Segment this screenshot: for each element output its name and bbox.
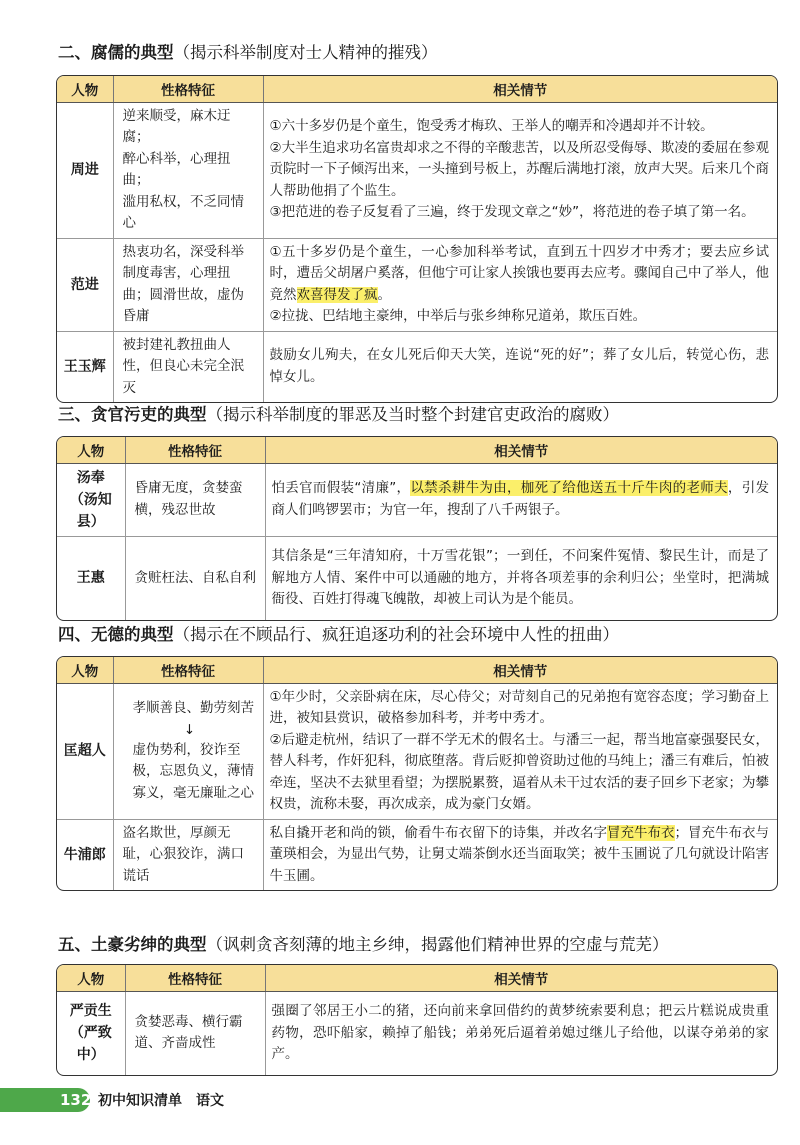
highlighted-text: 冒充牛布衣 [607,824,675,841]
table-row [57,536,777,620]
table-row [57,331,777,402]
section-heading: 三、贪官污吏的典型 [58,405,207,424]
trait-cell: 盗名欺世，厚颜无耻，心狠狡诈，满口谎话 [113,819,263,890]
section-subheading: （讽刺贪吝刻薄的地主乡绅，揭露他们精神世界的空虚与荒芜） [206,935,669,954]
table-section-3 [56,436,778,621]
page-footer [0,1088,224,1112]
plot-cell [263,331,777,402]
header-trait: 性格特征 [113,657,263,683]
header-trait: 性格特征 [125,437,265,463]
table-row [57,463,777,536]
person-name: 匡超人 [57,683,113,819]
section-subheading: （揭示科举制度对士人精神的摧残） [173,43,438,62]
section-title-5 [58,932,669,958]
section-heading: 二、腐儒的典型 [58,43,174,62]
plot-cell [265,536,777,620]
plot-paragraph: ②拉拢、巴结地主豪绅，中举后与张乡绅称兄道弟，欺压百姓。 [269,308,647,324]
header-trait: 性格特征 [125,965,265,991]
plot-cell [263,819,777,890]
header-trait: 性格特征 [113,76,263,102]
trait-cell: 热衷功名，深受科举制度毒害，心理扭曲；圆滑世故，虚伪昏庸 [113,238,263,331]
plot-paragraph: ①六十多岁仍是个童生，饱受秀才梅玖、王举人的嘲弄和冷遇却并不计较。 [269,118,714,135]
person-alias: （汤知县） [69,491,112,530]
table-row [57,238,777,331]
section-title-4 [58,622,619,648]
subject-label: 语文 [196,1093,224,1109]
trait-line: 虚伪势利，狡诈至极，忘恩负义，薄情寡义，毫无廉耻之心 [132,741,254,801]
section-title-2 [58,40,438,66]
book-title: 初中知识清单 [98,1093,182,1109]
trait-cell: 被封建礼教扭曲人性，但良心未完全泯灭 [113,331,263,402]
plot-paragraph: 鼓励女儿殉夫，在女儿死后仰天大笑，连说“死的好”；葬了女儿后，转觉心伤，悲悼女儿。 [269,347,769,385]
table-row [57,819,777,890]
person-name: 范进 [57,238,113,331]
highlighted-text: 欢喜得发了疯 [296,286,378,303]
person-name: 王惠 [57,536,125,620]
person-name: 牛浦郎 [57,819,113,890]
section-heading: 四、无德的典型 [58,625,174,644]
person-name [57,463,125,536]
plot-paragraph [270,823,770,888]
person-name: 周进 [57,102,113,238]
section-subheading: （揭示科举制度的罪恶及当时整个封建官吏政治的腐败） [206,405,619,424]
plot-cell [265,991,777,1075]
arrow-down-icon: ↓ [183,721,196,738]
section-title-3 [58,402,619,428]
plot-text: ，引发商人们鸣锣罢市；为官一年，搜刮了八千两银子。 [271,480,770,518]
trait-cell [113,683,263,819]
plot-cell [263,102,777,238]
plot-paragraph [270,242,770,307]
trait-line: 醉心科举，心理扭曲； [122,150,231,188]
plot-cell [263,238,777,331]
table-row [57,991,777,1075]
plot-text: 私自撬开老和尚的锁，偷看牛布衣留下的诗集，并改名字 [269,824,607,841]
person-alias: （严致中） [69,1025,112,1064]
person-name-line: 汤奉 [76,469,105,486]
trait-cell: 贪婪恶毒、横行霸道、齐啬成性 [125,991,265,1075]
table-section-5 [56,964,778,1076]
plot-paragraph [272,478,770,521]
table-row [57,102,777,238]
plot-paragraph: ②大半生追求功名富贵却求之不得的辛酸悲苦，以及所忍受侮辱、欺凌的委屈在参观贡院时一下子倾泻出来，一头撞到号板上，苏醒后满地打滚，放声大哭。后来几个商人帮助他捐了个监生。 [269,139,769,199]
plot-paragraph: ①年少时，父亲卧病在床，尽心侍父；对苛刻自己的兄弟抱有宽容态度；学习勤奋上进，被知县赏识，破格参加科考，并考中秀才。 [269,688,769,726]
trait-cell: 昏庸无度，贪婪蛮横，残忍世故 [125,463,265,536]
header-person: 人物 [57,437,125,463]
header-person: 人物 [57,965,125,991]
table-section-4 [56,656,778,891]
trait-line: 孝顺善良、勤劳刻苦 [132,700,254,716]
person-name [57,991,125,1075]
trait-cell: 贪赃枉法、自私自利 [125,536,265,620]
person-name: 王玉辉 [57,331,113,402]
person-name-line: 严贡生 [69,1003,112,1020]
highlighted-text: 以禁杀耕牛为由，枷死了给他送五十斤牛肉的老师夫 [410,480,728,496]
header-person: 人物 [57,76,113,102]
page-number: 132 [0,1088,90,1112]
header-plot: 相关情节 [263,657,777,683]
table-section-2 [56,75,778,403]
header-plot: 相关情节 [265,965,777,991]
plot-paragraph: 强圈了邻居王小二的猪，还向前来拿回借约的黄梦统索要利息；把云片糕说成贵重药物，恐吓船家，赖掉了船钱；弟弟死后逼着弟媳过继儿子给他，以谋夺弟弟的家产。 [271,1003,769,1062]
trait-line: 逆来顺受，麻木迂腐； [122,107,231,145]
plot-cell [263,683,777,819]
plot-text: ；冒充牛布衣与董瑛相会，为显出气势，让舅丈端茶倒水还当面取笑；被牛玉圃说了几句就设计陷害牛玉圃。 [269,824,769,884]
section-subheading: （揭示在不顾品行、疯狂追逐功利的社会环境中人性的扭曲） [173,625,619,644]
header-plot: 相关情节 [263,76,777,102]
table-row [57,683,777,819]
header-plot: 相关情节 [265,437,777,463]
plot-text: 。 [377,286,391,303]
trait-line: 滥用私权，不乏同情心 [122,193,244,231]
plot-paragraph: ③把范进的卷子反复看了三遍，终于发现文章之“妙”，将范进的卷子填了第一名。 [269,204,755,221]
plot-paragraph: 其信条是“三年清知府，十万雪花银”；一到任，不问案件冤情、黎民生计，而是了解地方人情、案件中可以通融的地方，并将各项差事的余利归公；坐堂时，把满城衙役、百姓打得魂飞魄散，却被上司认为是个能员。 [271,548,769,607]
plot-text: ①五十多岁仍是个童生，一心参加科举考试，直到五十四岁才中秀才；要去应乡试时，遭岳父胡屠户奚落，但他宁可让家人挨饿也要再去应考。骤闻自己中了举人，他竟然 [269,243,769,303]
section-heading: 五、土豪劣绅的典型 [58,935,207,954]
plot-paragraph: ②后避走杭州，结识了一群不学无术的假名士。与潘三一起，帮当地富豪强娶民女，替人科考，作奸犯科，彻底堕落。背后贬抑曾资助过他的马纯上；潘三有难后，怕被牵连，坚决不去狱里看望；为摆脱累赘，逼着从未干过农活的妻子回乡下老家；为攀权贵，流称未娶，再次成亲，成为豪门女婿。 [269,731,769,812]
trait-cell [113,102,263,238]
plot-cell [265,463,777,536]
header-person: 人物 [57,657,113,683]
plot-text: 怕丢官而假装“清廉”， [271,480,411,496]
